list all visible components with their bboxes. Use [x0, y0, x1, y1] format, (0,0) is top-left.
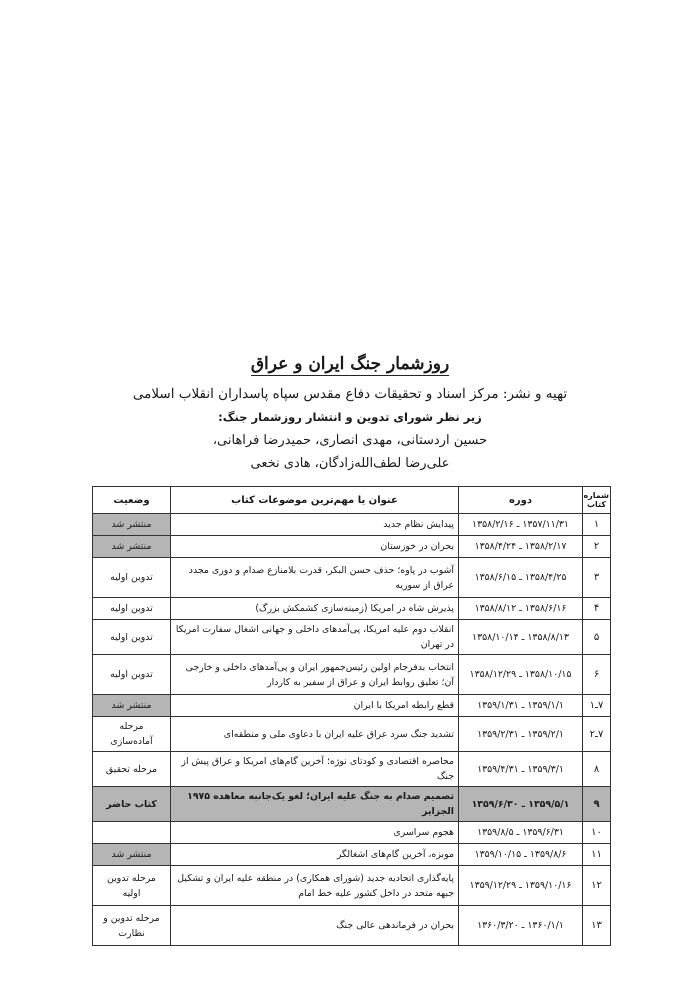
row-period: ۱۳۵۸/۶/۱۶ ـ ۱۳۵۸/۸/۱۲ [459, 598, 583, 620]
table-row [93, 620, 611, 655]
row-topic: انقلاب دوم علیه امریکا، پی‌آمدهای داخلی و جهانی اشغال سفارت امریکا در تهران [171, 620, 459, 655]
row-topic: تشدید جنگ سرد عراق علیه ایران با دعاوی ملی و منطقه‌ای [171, 717, 459, 752]
books-table [92, 486, 611, 946]
row-number: ۷ـ۲ [583, 717, 611, 752]
row-number: ۱۳ [583, 906, 611, 946]
row-period: ۱۳۵۹/۲/۱ ـ ۱۳۵۹/۲/۳۱ [459, 717, 583, 752]
row-topic: بحران در خوزستان [171, 536, 459, 558]
table-row [93, 717, 611, 752]
table-row [93, 844, 611, 866]
row-period: ۱۳۵۸/۴/۲۵ ـ ۱۳۵۸/۶/۱۵ [459, 558, 583, 598]
publisher-line: تهیه و نشر: مرکز اسناد و تحقیقات دفاع مقدس سپاه پاسداران انقلاب اسلامی [132, 386, 568, 402]
table-row [93, 655, 611, 695]
row-number: ۶ [583, 655, 611, 695]
row-status: کتاب حاضر [93, 787, 171, 822]
row-topic: هجوم سراسری [171, 822, 459, 844]
row-status: تدوین اولیه [93, 598, 171, 620]
row-status: مرحله آماده‌سازی [93, 717, 171, 752]
row-status: منتشر شد [93, 536, 171, 558]
row-status: منتشر شد [93, 695, 171, 717]
row-topic: محاصره اقتصادی و کودتای نوژه؛ آخرین گام‌های امریکا و عراق پیش از جنگ [171, 752, 459, 787]
supervision-line: زیر نظر شورای تدوین و انتشار روزشمار جنگ: [218, 410, 482, 424]
row-topic: انتخاب بدفرجام اولین رئیس‌جمهور ایران و پی‌آمدهای داخلی و خارجی آن؛ تعلیق روابط ایران و عراق از سفیر به کاردار [171, 655, 459, 695]
row-period: ۱۳۵۹/۸/۶ ـ ۱۳۵۹/۱۰/۱۵ [459, 844, 583, 866]
row-status: تدوین اولیه [93, 655, 171, 695]
row-number: ۱ [583, 514, 611, 536]
row-topic: تصمیم صدام به جنگ علیه ایران؛ لغو یک‌جانبه معاهده ۱۹۷۵ الجزایر [171, 787, 459, 822]
row-status: منتشر شد [93, 844, 171, 866]
row-period: ۱۳۵۸/۱۰/۱۵ ـ ۱۳۵۸/۱۲/۲۹ [459, 655, 583, 695]
header-status: وضعیت [93, 487, 171, 514]
table-row [93, 514, 611, 536]
row-period: ۱۳۵۹/۱۰/۱۶ ـ ۱۳۵۹/۱۲/۲۹ [459, 866, 583, 906]
row-status: مرحله تحقیق [93, 752, 171, 787]
row-number: ۲ [583, 536, 611, 558]
row-status: مرحله تدوین اولیه [93, 866, 171, 906]
authors-line-2: علی‌رضا لطف‌الله‌زادگان، هادی نخعی [250, 456, 450, 471]
authors-line-1: حسین اردستانی، مهدی انصاری، حمیدرضا فراهانی، [212, 433, 488, 448]
row-period: ۱۳۵۸/۲/۱۷ ـ ۱۳۵۸/۴/۲۴ [459, 536, 583, 558]
row-period: ۱۳۵۹/۵/۱ ـ ۱۳۵۹/۶/۳۰ [459, 787, 583, 822]
row-number: ۱۲ [583, 866, 611, 906]
row-number: ۴ [583, 598, 611, 620]
header-period: دوره [459, 487, 583, 514]
table-header-row [93, 487, 611, 514]
table-row [93, 695, 611, 717]
table-row [93, 558, 611, 598]
row-period: ۱۳۵۹/۶/۳۱ ـ ۱۳۵۹/۸/۵ [459, 822, 583, 844]
row-topic: پایه‌گذاری اتحادیه جدید (شورای همکاری) در منطقه علیه ایران و تشکیل جبهه متحد در داخل کشور علیه خط امام [171, 866, 459, 906]
row-status: منتشر شد [93, 514, 171, 536]
row-number: ۹ [583, 787, 611, 822]
row-topic: بحران در فرماندهی عالی جنگ [171, 906, 459, 946]
table-row [93, 598, 611, 620]
row-topic: آشوب در پاوه؛ حذف حسن البکر، قدرت بلامنازع صدام و دوری مجدد عراق از سوریه [171, 558, 459, 598]
table-row [93, 866, 611, 906]
row-period: ۱۳۵۸/۸/۱۳ ـ ۱۳۵۸/۱۰/۱۴ [459, 620, 583, 655]
row-number: ۸ [583, 752, 611, 787]
table-body [93, 514, 611, 946]
row-number: ۵ [583, 620, 611, 655]
row-period: ۱۳۵۷/۱۱/۳۱ ـ ۱۳۵۸/۲/۱۶ [459, 514, 583, 536]
table-row [93, 787, 611, 822]
row-number: ۳ [583, 558, 611, 598]
page-title [0, 354, 700, 374]
header-topic: عنوان یا مهم‌ترین موضوعات کتاب [171, 487, 459, 514]
row-status [93, 822, 171, 844]
row-topic: پذیرش شاه در امریکا (زمینه‌سازی کشمکش بزرگ) [171, 598, 459, 620]
row-period: ۱۳۶۰/۱/۱ ـ ۱۳۶۰/۳/۲۰ [459, 906, 583, 946]
row-number: ۱۰ [583, 822, 611, 844]
row-period: ۱۳۵۹/۳/۱ ـ ۱۳۵۹/۴/۳۱ [459, 752, 583, 787]
table-row [93, 752, 611, 787]
title-text: روزشمار جنگ ایران و عراق [250, 354, 450, 374]
table-row [93, 536, 611, 558]
row-topic: پیدایش نظام جدید [171, 514, 459, 536]
row-status: مرحله تدوین و نظارت [93, 906, 171, 946]
row-status: تدوین اولیه [93, 620, 171, 655]
row-number: ۱۱ [583, 844, 611, 866]
table-row [93, 822, 611, 844]
row-topic: موبزه، آخرین گام‌های اشغالگر [171, 844, 459, 866]
header-number: شماره کتاب [583, 487, 611, 514]
table-row [93, 906, 611, 946]
row-number: ۷ـ۱ [583, 695, 611, 717]
row-status: تدوین اولیه [93, 558, 171, 598]
row-period: ۱۳۵۹/۱/۱ ـ ۱۳۵۹/۱/۳۱ [459, 695, 583, 717]
row-topic: قطع رابطه امریکا با ایران [171, 695, 459, 717]
